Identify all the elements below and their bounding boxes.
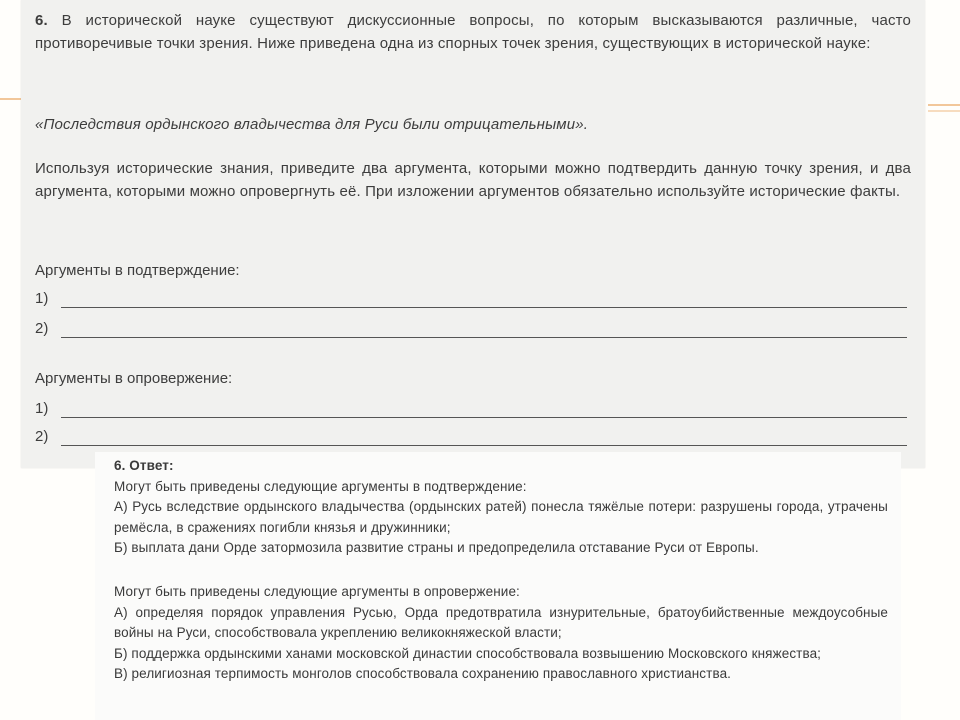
refute-answer-line-1[interactable] bbox=[35, 400, 911, 420]
confirm-heading: Аргументы в подтверждение: bbox=[35, 262, 240, 279]
refute-heading: Аргументы в опровержение: bbox=[35, 370, 233, 387]
answer-confirm-block bbox=[114, 456, 888, 559]
answer-confirm-intro: Могут быть приведены следующие аргументы в подтверждение: bbox=[114, 478, 527, 494]
refute-answer-line-2[interactable] bbox=[35, 428, 911, 448]
answer-underline bbox=[61, 445, 907, 446]
question-intro bbox=[35, 10, 911, 55]
line-number: 2) bbox=[35, 320, 49, 337]
question-claim: «Последствия ордынского владычества для Руси были отрицательными». bbox=[35, 116, 589, 133]
answer-refute-item-a: А) определяя порядок управления Русью, Орда предотвратила изнурительные, братоубийственные междоусобные войны на Руси, способствовала укреплению великокняжеской власти; bbox=[114, 604, 888, 641]
answer-confirm-item-b: Б) выплата дани Орде затормозила развитие страны и предопределила отставание Руси от Европы. bbox=[114, 540, 759, 556]
decorative-rule-right bbox=[928, 104, 960, 106]
confirm-answer-line-1[interactable] bbox=[35, 290, 911, 310]
question-number: 6. bbox=[35, 12, 48, 29]
question-task: Используя исторические знания, приведите два аргумента, которыми можно подтвердить данную точку зрения, и два аргумента, которыми можно опровергнуть её. При изложении аргументов обязательно используйте исторические факты. bbox=[35, 160, 911, 200]
decorative-rule-left bbox=[0, 98, 22, 100]
answer-refute-item-c: В) религиозная терпимость монголов способствовала сохранению православного христианства. bbox=[114, 666, 732, 682]
confirm-answer-line-2[interactable] bbox=[35, 320, 911, 340]
question-scan bbox=[21, 0, 925, 468]
answer-refute-intro: Могут быть приведены следующие аргументы в опровержение: bbox=[114, 584, 520, 599]
answer-refute-item-b: Б) поддержка ордынскими ханами московской династии способствовала возвышению Московского княжества; bbox=[114, 645, 822, 661]
line-number: 2) bbox=[35, 428, 49, 445]
decorative-rule-right-2 bbox=[928, 110, 960, 112]
line-number: 1) bbox=[35, 400, 49, 417]
line-number: 1) bbox=[35, 290, 49, 307]
answer-underline bbox=[61, 307, 907, 308]
answer-title: 6. Ответ: bbox=[114, 458, 174, 473]
question-intro-text: В исторической науке существуют дискуссионные вопросы, по которым высказываются различные, часто противоречивые точки зрения. Ниже приведена одна из спорных точек зрения, существующих в исторической науке: bbox=[35, 12, 911, 52]
answer-confirm-item-a: А) Русь вследствие ордынского владычества (ордынских ратей) понесла тяжёлые потери: разрушены города, утрачены ремёсла, в сражениях погибли князья и дружинники; bbox=[114, 499, 888, 535]
answer-refute-block bbox=[114, 582, 888, 685]
answer-underline bbox=[61, 337, 907, 338]
answer-scan bbox=[95, 452, 901, 720]
answer-underline bbox=[61, 417, 907, 418]
